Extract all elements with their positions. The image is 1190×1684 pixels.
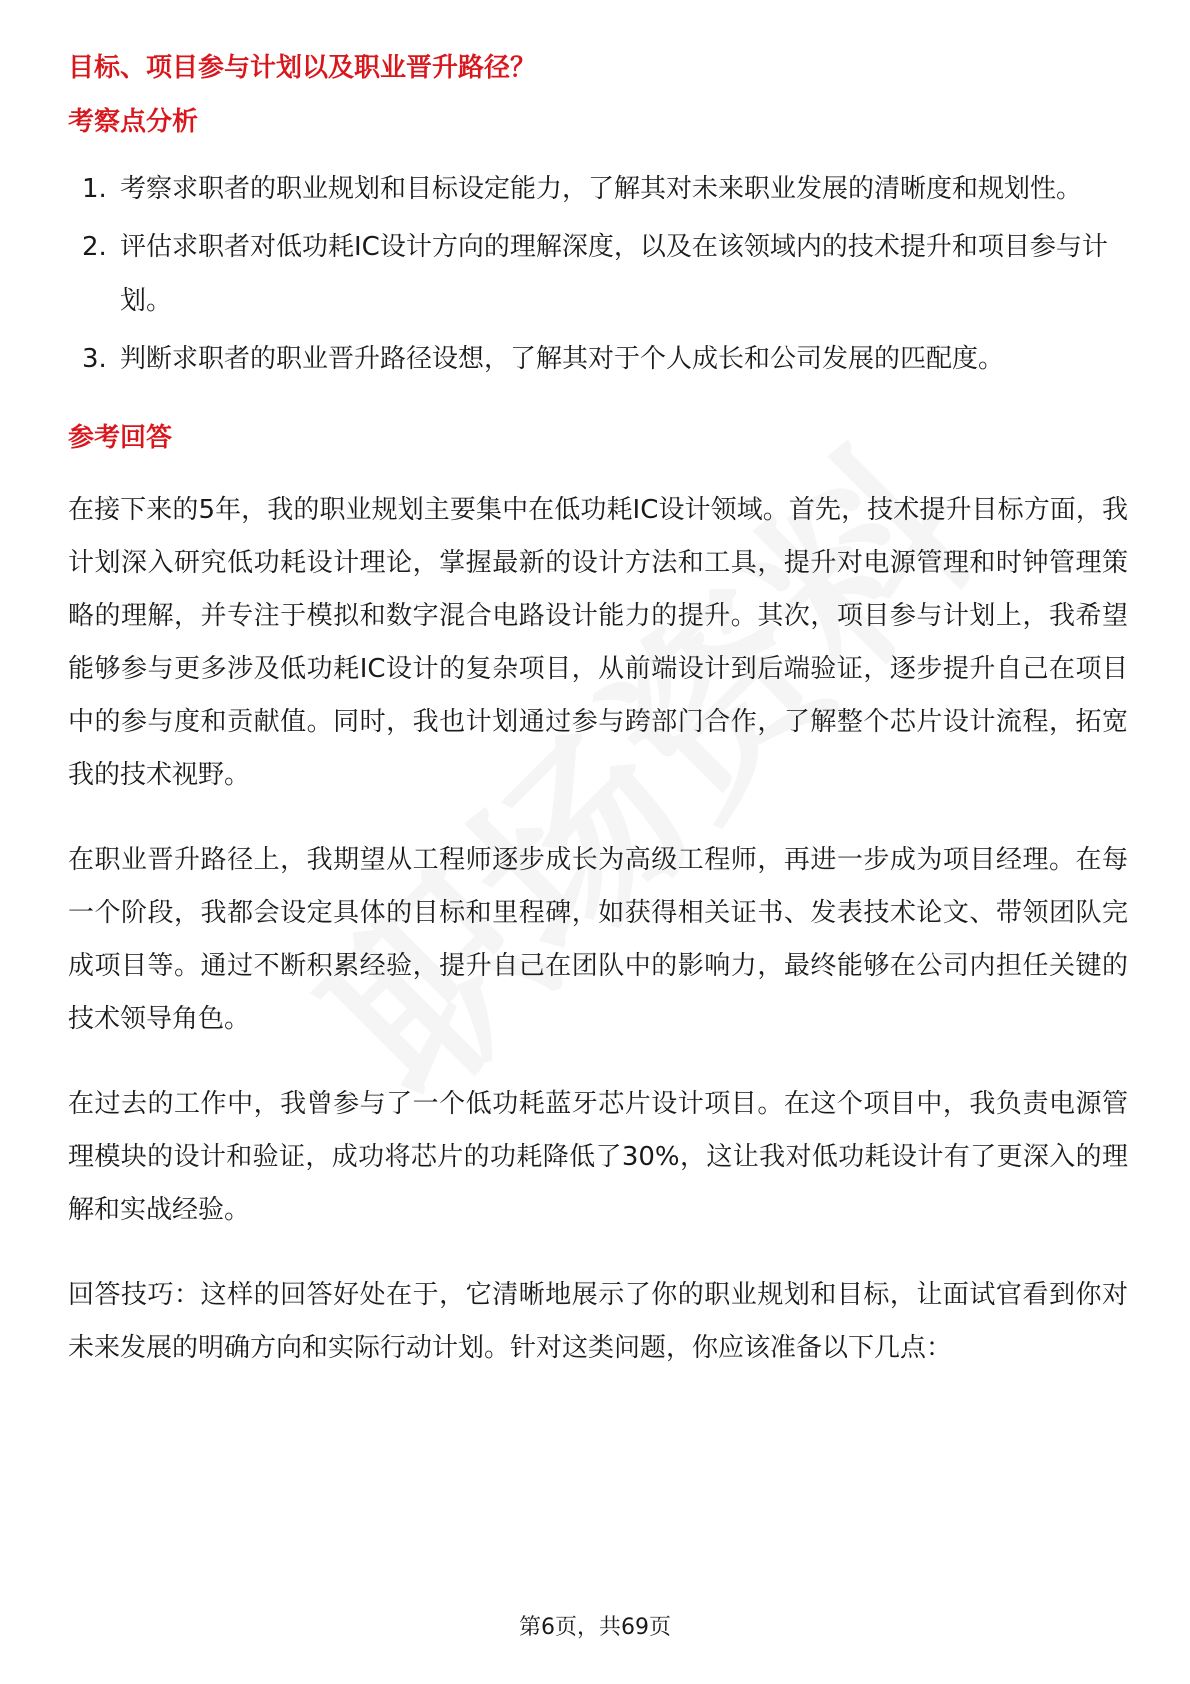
- answer-heading: 参考回答: [68, 423, 173, 453]
- content: [68, 40, 1128, 1375]
- list-text: 判断求职者的职业晋升路径设想，了解其对于个人成长和公司发展的匹配度。: [120, 344, 1005, 374]
- page-number: 第6页，共69页: [519, 1615, 671, 1640]
- analysis-list: [68, 162, 1128, 386]
- answer-paragraph: 在接下来的5年，我的职业规划主要集中在低功耗IC设计领域。首先，技术提升目标方面，我计划深入研究低功耗设计理论，掌握最新的设计方法和工具，提升对电源管理和时钟管理策略的理解，并专注于模拟和数字混合电路设计能力的提升。其次，项目参与计划上，我希望能够参与更多涉及低功耗IC设计的复杂项目，从前端设计到后端验证，逐步提升自己在项目中的参与度和贡献值。同时，我也计划通过参与跨部门合作，了解整个芯片设计流程，拓宽我的技术视野。: [68, 495, 1128, 790]
- question-title: 目标、项目参与计划以及职业晋升路径？: [68, 53, 537, 83]
- list-text: 评估求职者对低功耗IC设计方向的理解深度，以及在该领域内的技术提升和项目参与计划。: [120, 232, 1108, 316]
- list-item: [68, 220, 1128, 328]
- list-number: 1.: [82, 174, 107, 204]
- list-item: [68, 162, 1128, 216]
- answer-paragraph: 在职业晋升路径上，我期望从工程师逐步成长为高级工程师，再进一步成为项目经理。在每一个阶段，我都会设定具体的目标和里程碑，如获得相关证书、发表技术论文、带领团队完成项目等。通过不断积累经验，提升自己在团队中的影响力，最终能够在公司内担任关键的技术领导角色。: [68, 845, 1128, 1034]
- analysis-heading: 考察点分析: [68, 107, 199, 137]
- list-item: [68, 332, 1128, 386]
- answer-paragraph: 在过去的工作中，我曾参与了一个低功耗蓝牙芯片设计项目。在这个项目中，我负责电源管理模块的设计和验证，成功将芯片的功耗降低了30%，这让我对低功耗设计有了更深入的理解和实战经验。: [68, 1089, 1128, 1225]
- list-number: 2.: [82, 232, 107, 262]
- answer-tips: 回答技巧：这样的回答好处在于，它清晰地展示了你的职业规划和目标，让面试官看到你对未来发展的明确方向和实际行动计划。针对这类问题，你应该准备以下几点：: [68, 1280, 1128, 1363]
- list-text: 考察求职者的职业规划和目标设定能力，了解其对未来职业发展的清晰度和规划性。: [120, 174, 1083, 204]
- list-number: 3.: [82, 344, 107, 374]
